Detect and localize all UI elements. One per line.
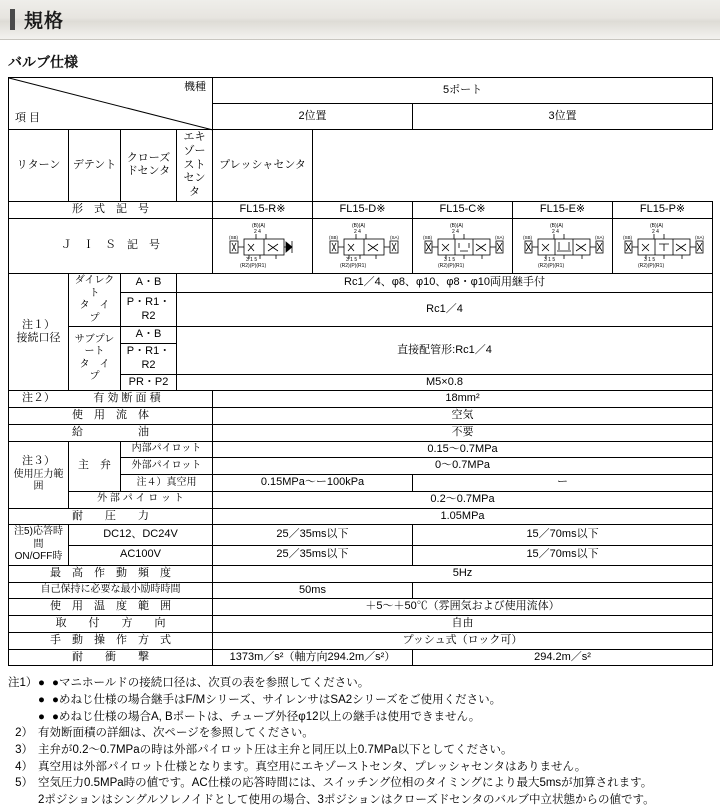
row-label-model: 形 式 記 号 bbox=[9, 201, 213, 218]
direct-ab-value: Rc1／4、φ8、φ10、φ8・φ10両用継手付 bbox=[177, 274, 713, 293]
svg-text:(SB): (SB) bbox=[623, 234, 632, 240]
table-row bbox=[9, 218, 713, 274]
type-header-pressure-center: プレッシャセンタ bbox=[213, 130, 313, 202]
page-header bbox=[0, 0, 720, 40]
row-label-withstand-pressure: 耐 圧 力 bbox=[9, 508, 213, 525]
model-detent: FL15-D※ bbox=[313, 201, 413, 218]
direct-type-label: ダイレクト タ イ プ bbox=[69, 274, 121, 327]
svg-text:3 1 5: 3 1 5 bbox=[346, 256, 358, 263]
table-row bbox=[9, 508, 713, 525]
footnote-4 bbox=[8, 759, 720, 776]
type-header-closed-center: クローズドセンタ bbox=[121, 130, 177, 202]
page-title: 規格 bbox=[24, 11, 65, 32]
withstand-pressure-value: 1.05MPa bbox=[213, 508, 713, 525]
svg-text:(SA): (SA) bbox=[390, 234, 399, 240]
valve-symbol-icon bbox=[516, 220, 612, 268]
table-row bbox=[9, 616, 713, 633]
footnote-5 bbox=[8, 775, 720, 808]
note2-label: 注２） bbox=[22, 392, 55, 405]
svg-text:(B)(A): (B)(A) bbox=[352, 222, 366, 229]
external-pilot-row-label: 外 部 パ イ ロ ッ ト bbox=[69, 491, 213, 508]
svg-text:2 4: 2 4 bbox=[354, 228, 361, 235]
table-row bbox=[9, 582, 713, 599]
bullet-icon: ● bbox=[38, 710, 45, 723]
note5-label: 注5)応答時間 bbox=[14, 526, 63, 550]
pressure-range-label: 使用圧力範囲 bbox=[13, 468, 64, 493]
footnote-text: 有効断面積の詳細は、次ページを参照してください。 bbox=[38, 727, 314, 740]
footnotes bbox=[8, 675, 720, 808]
table-row bbox=[9, 327, 713, 344]
manual-operation-value: プッシュ式（ロック可） bbox=[213, 632, 713, 649]
row-label-shock-resistance: 耐 衝 撃 bbox=[9, 649, 213, 666]
ac-label: AC100V bbox=[69, 545, 213, 565]
row-label-port-group bbox=[9, 274, 69, 391]
table-row bbox=[9, 424, 713, 441]
fluid-value: 空気 bbox=[213, 408, 713, 425]
ac-response-right: 15／70ms以下 bbox=[413, 545, 713, 565]
svg-text:3 1 5: 3 1 5 bbox=[444, 256, 456, 263]
row-label-temperature: 使 用 温 度 範 囲 bbox=[9, 599, 213, 616]
table-row bbox=[9, 391, 713, 408]
jis-symbol-closed-center bbox=[413, 218, 513, 274]
footnote-line bbox=[38, 709, 720, 726]
svg-text:2 4: 2 4 bbox=[652, 228, 659, 235]
table-row bbox=[9, 649, 713, 666]
svg-text:(SA): (SA) bbox=[495, 234, 504, 240]
table-row bbox=[9, 599, 713, 616]
table-row bbox=[9, 408, 713, 425]
svg-text:(SB): (SB) bbox=[523, 234, 532, 240]
row-label-fluid: 使 用 流 体 bbox=[9, 408, 213, 425]
model-closed-center: FL15-C※ bbox=[413, 201, 513, 218]
model-exhaust-center: FL15-E※ bbox=[513, 201, 613, 218]
direct-p-label: P・R1・R2 bbox=[121, 293, 177, 327]
port-group-header: 5ポート bbox=[213, 78, 713, 104]
footnote-number: 注1） bbox=[8, 677, 38, 690]
row-label-max-frequency: 最 高 作 動 頻 度 bbox=[9, 565, 213, 582]
port-label: 接続口径 bbox=[16, 332, 61, 345]
sub-ab-label: A・B bbox=[121, 327, 177, 344]
footnote-1 bbox=[8, 675, 720, 725]
footnote-text: ●めねじ仕様の場合継手はF/Mシリーズ、サイレンサはSA2シリーズをご使用ください。 bbox=[52, 693, 502, 706]
svg-text:(SB): (SB) bbox=[229, 234, 238, 240]
svg-text:(SB): (SB) bbox=[329, 234, 338, 240]
svg-text:3 1 5: 3 1 5 bbox=[246, 256, 258, 263]
model-pressure-center: FL15-P※ bbox=[613, 201, 713, 218]
position-group-2: 2位置 bbox=[213, 104, 413, 130]
sub-type-label: サブプレート タ イ プ bbox=[69, 327, 121, 391]
table-row bbox=[9, 130, 713, 202]
table-row bbox=[9, 525, 713, 545]
type-header-exhaust-center: エキゾーストセンタ bbox=[177, 130, 213, 202]
table-row bbox=[9, 491, 713, 508]
footnote-3 bbox=[8, 742, 720, 759]
mounting-value: 自由 bbox=[213, 616, 713, 633]
dc-response-left: 25／35ms以下 bbox=[213, 525, 413, 545]
sub-p-label: P・R1・R2 bbox=[121, 344, 177, 375]
footnote-number: 5） bbox=[15, 777, 33, 790]
jis-symbol-exhaust-center bbox=[513, 218, 613, 274]
item-label: 項目 bbox=[15, 112, 43, 125]
svg-text:(SA): (SA) bbox=[695, 234, 704, 240]
min-hold-time-value: 50ms bbox=[213, 582, 413, 599]
svg-text:(B)(A): (B)(A) bbox=[252, 222, 266, 229]
dc-label: DC12、DC24V bbox=[69, 525, 213, 545]
svg-text:(SA): (SA) bbox=[595, 234, 604, 240]
svg-text:2 4: 2 4 bbox=[552, 228, 559, 235]
svg-text:3 1 5: 3 1 5 bbox=[644, 256, 656, 263]
valve-symbol-icon bbox=[216, 220, 312, 268]
lubrication-value: 不要 bbox=[213, 424, 713, 441]
onoff-label: ON/OFF時 bbox=[14, 551, 63, 563]
footnote-number: 4） bbox=[15, 760, 33, 773]
table-row bbox=[9, 441, 713, 458]
row-label-min-hold-time: 自己保持に必要な最小励時時間 bbox=[9, 582, 213, 599]
area-value: 18mm² bbox=[213, 391, 713, 408]
svg-text:(R2)(P)(R1): (R2)(P)(R1) bbox=[438, 262, 465, 269]
jis-symbol-detent bbox=[313, 218, 413, 274]
table-row bbox=[9, 545, 713, 565]
footnote-text: 主弁が0.2～0.7MPaの時は外部パイロット圧は主弁と同圧以上0.7MPa以下としてください。 bbox=[38, 743, 513, 756]
model-return: FL15-R※ bbox=[213, 201, 313, 218]
footnote-line bbox=[38, 675, 720, 692]
max-frequency-value: 5Hz bbox=[213, 565, 713, 582]
svg-text:(SB): (SB) bbox=[423, 234, 432, 240]
external-pilot-row-value: 0.2～0.7MPa bbox=[213, 491, 713, 508]
row-label-pressure-range bbox=[9, 441, 69, 508]
table-row bbox=[9, 274, 713, 293]
vacuum-value: 0.15MPa～ー100kPa bbox=[213, 475, 413, 492]
footnote-number: 3） bbox=[15, 743, 33, 756]
min-hold-time-blank bbox=[413, 582, 713, 599]
sub-prp2-value: M5×0.8 bbox=[177, 374, 713, 391]
main-valve-label: 主 弁 bbox=[69, 441, 121, 491]
shock-resistance-right: 294.2m／s² bbox=[413, 649, 713, 666]
row-label-area bbox=[9, 391, 213, 408]
row-label-mounting: 取 付 方 向 bbox=[9, 616, 213, 633]
table-row bbox=[9, 565, 713, 582]
temperature-value: ＋5～＋50℃（雰囲気および使用流体） bbox=[213, 599, 713, 616]
svg-text:(R2)(P)(R1): (R2)(P)(R1) bbox=[638, 262, 665, 269]
valve-spec-table bbox=[8, 77, 713, 666]
vacuum-label: 注４）真空用 bbox=[121, 475, 213, 492]
footnote-text: ●マニホールドの接続口径は、次頁の表を参照してください。 bbox=[52, 677, 370, 690]
row-label-manual-operation: 手 動 操 作 方 式 bbox=[9, 632, 213, 649]
note3-label: 注３） bbox=[22, 455, 55, 468]
svg-text:2 4: 2 4 bbox=[452, 228, 459, 235]
internal-pilot-label: 内部パイロット bbox=[121, 441, 213, 458]
row-label-response-time bbox=[9, 525, 69, 566]
external-pilot-value: 0～0.7MPa bbox=[213, 458, 713, 475]
vacuum-value-right: ー bbox=[413, 475, 713, 492]
sub-prp2-label: PR・P2 bbox=[121, 374, 177, 391]
section-title: バルブ仕様 bbox=[8, 54, 78, 70]
svg-text:2 4: 2 4 bbox=[254, 228, 261, 235]
type-header-detent: デテント bbox=[69, 130, 121, 202]
row-label-lubrication: 給 油 bbox=[9, 424, 213, 441]
footnote-text: 空気圧力0.5MPa時の値です。AC仕様の応答時間には、スイッチング位相のタイミングにより最大5msが加算されます。 bbox=[38, 777, 653, 790]
svg-text:(B)(A): (B)(A) bbox=[450, 222, 464, 229]
direct-ab-label: A・B bbox=[121, 274, 177, 293]
external-pilot-label: 外部パイロット bbox=[121, 458, 213, 475]
svg-text:(B)(A): (B)(A) bbox=[550, 222, 564, 229]
bullet-icon: ● bbox=[38, 677, 45, 690]
valve-symbol-icon bbox=[316, 220, 412, 268]
table-row bbox=[9, 201, 713, 218]
footnote-text: 真空用は外部パイロット仕様となります。真空用にエキゾーストセンタ、プレッシャセンタはありません。 bbox=[38, 760, 587, 773]
type-header-return: リターン bbox=[9, 130, 69, 202]
header-accent-bar bbox=[10, 9, 15, 30]
valve-symbol-icon bbox=[616, 220, 712, 268]
corner-diagonal-header bbox=[9, 78, 213, 130]
table-row bbox=[9, 632, 713, 649]
table-row bbox=[9, 78, 713, 104]
shock-resistance-left: 1373m／s²（軸方向294.2m／s²） bbox=[213, 649, 413, 666]
svg-text:3 1 5: 3 1 5 bbox=[544, 256, 556, 263]
direct-p-value: Rc1／4 bbox=[177, 293, 713, 327]
svg-text:(R2)(P)(R1): (R2)(P)(R1) bbox=[240, 262, 267, 269]
svg-text:(R2)(P)(R1): (R2)(P)(R1) bbox=[340, 262, 367, 269]
area-label: 有 効 断 面 積 bbox=[93, 392, 161, 405]
footnote-text: 2ポジションはシングルソレノイドとして使用の場合、3ポジションはクローズドセンタのバルブ中立状態からの値です。 bbox=[38, 793, 655, 806]
ac-response-left: 25／35ms以下 bbox=[213, 545, 413, 565]
footnote-2 bbox=[8, 725, 720, 742]
footnote-text: ●めねじ仕様の場合A, Bポートは、チューブ外径φ12以上の継手は使用できません。 bbox=[52, 710, 481, 723]
valve-symbol-icon bbox=[416, 220, 512, 268]
machine-label: 機種 bbox=[184, 81, 206, 93]
footnote-line bbox=[38, 692, 720, 709]
note1-label: 注１） bbox=[22, 318, 55, 331]
sub-ab-value: 直接配管形:Rc1／4 bbox=[177, 327, 713, 374]
internal-pilot-value: 0.15～0.7MPa bbox=[213, 441, 713, 458]
footnote-number: 2） bbox=[15, 727, 33, 740]
jis-symbol-return bbox=[213, 218, 313, 274]
jis-symbol-pressure-center bbox=[613, 218, 713, 274]
bullet-icon: ● bbox=[38, 693, 45, 706]
dc-response-right: 15／70ms以下 bbox=[413, 525, 713, 545]
svg-text:(B)(A): (B)(A) bbox=[650, 222, 664, 229]
position-group-3: 3位置 bbox=[413, 104, 713, 130]
svg-text:(R2)(P)(R1): (R2)(P)(R1) bbox=[538, 262, 565, 269]
row-label-jis: Ｊ Ｉ Ｓ 記 号 bbox=[9, 218, 213, 274]
